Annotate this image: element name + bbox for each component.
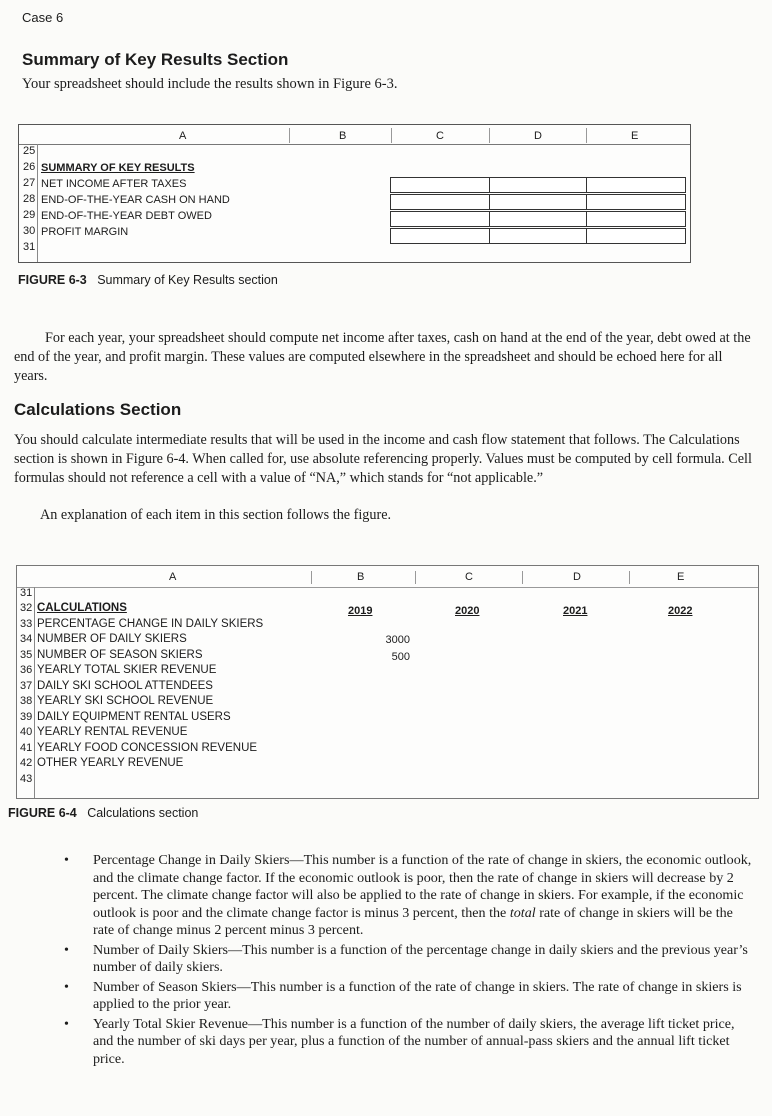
row-label: YEARLY TOTAL SKIER REVENUE bbox=[37, 664, 217, 676]
column-header-a: A bbox=[169, 571, 177, 583]
row-number: 33 bbox=[20, 618, 33, 630]
column-header-a: A bbox=[179, 130, 187, 142]
figure-6-3-caption-label: FIGURE 6-3 bbox=[18, 273, 87, 287]
calculations-intro: You should calculate intermediate results that will be used in the income and cash flow statement that follows. The Calculations section is shown in Figure 6-4. When called for, use absolute referencing properly. Values must be computed by cell formula. Cell formulas should not reference a cell with a value of “NA,” which stands for “not applicable.” bbox=[14, 432, 752, 486]
row-number: 37 bbox=[20, 680, 33, 692]
figure-6-3-spreadsheet bbox=[18, 124, 691, 263]
row-label: DAILY SKI SCHOOL ATTENDEES bbox=[37, 680, 213, 692]
year-header-2019: 2019 bbox=[348, 605, 373, 617]
bullet-icon: • bbox=[64, 852, 69, 868]
result-cell[interactable] bbox=[489, 194, 587, 210]
bullet-text: Number of Daily Skiers—This number is a function of the percentage change in daily skiers and the previous year’s number of daily skiers. bbox=[93, 941, 748, 975]
row-label: YEARLY SKI SCHOOL REVENUE bbox=[37, 695, 214, 707]
column-header-d: D bbox=[534, 130, 542, 142]
row-number: 43 bbox=[20, 773, 33, 785]
result-cell[interactable] bbox=[586, 211, 686, 227]
row-number: 34 bbox=[20, 633, 33, 645]
season-skiers-2019-value: 500 bbox=[391, 651, 410, 663]
row-number: 39 bbox=[20, 711, 33, 723]
row-label: END-OF-THE-YEAR DEBT OWED bbox=[41, 210, 212, 222]
result-cell[interactable] bbox=[390, 194, 490, 210]
row-number: 35 bbox=[20, 649, 33, 661]
row-number: 26 bbox=[23, 161, 36, 173]
row-label: NUMBER OF SEASON SKIERS bbox=[37, 649, 203, 661]
row-number: 42 bbox=[20, 757, 33, 769]
bullet-icon: • bbox=[64, 978, 69, 995]
year-header-2022: 2022 bbox=[668, 605, 693, 617]
column-header-d: D bbox=[573, 571, 581, 583]
row-number: 40 bbox=[20, 726, 33, 738]
calculations-intro-2: An explanation of each item in this section follows the figure. bbox=[40, 507, 392, 523]
item-explanations bbox=[64, 852, 756, 1070]
bullet-text: Yearly Total Skier Revenue—This number is a function of the number of daily skiers, the average lift ticket price, and the number of ski days per year, plus a function of the number of annual-pass skiers and the annual lift ticket price. bbox=[93, 1015, 735, 1067]
column-header-c: C bbox=[465, 571, 473, 583]
result-cell[interactable] bbox=[489, 228, 587, 244]
row-label: OTHER YEARLY REVENUE bbox=[37, 757, 184, 769]
bullet-icon: • bbox=[64, 941, 69, 958]
list-item bbox=[64, 1016, 756, 1069]
result-cell[interactable] bbox=[586, 194, 686, 210]
figure-6-4-caption bbox=[8, 806, 198, 820]
bullet-text: rate of change in skiers will be the rate of change minus 2 percent minus 3 percent. bbox=[93, 904, 733, 938]
summary-heading: Summary of Key Results Section bbox=[22, 50, 289, 69]
row-label: YEARLY RENTAL REVENUE bbox=[37, 726, 188, 738]
row-label: DAILY EQUIPMENT RENTAL USERS bbox=[37, 711, 231, 723]
column-header-e: E bbox=[631, 130, 639, 142]
summary-of-key-results-label: SUMMARY OF KEY RESULTS bbox=[41, 162, 195, 174]
list-item bbox=[64, 852, 756, 940]
result-cell[interactable] bbox=[489, 177, 587, 193]
figure-6-3-caption-text: Summary of Key Results section bbox=[97, 273, 278, 287]
column-header-b: B bbox=[339, 130, 347, 142]
row-number: 30 bbox=[23, 225, 36, 237]
paragraph-echo-results: For each year, your spreadsheet should compute net income after taxes, cash on hand at the end of the year, debt owed at the end of the year, and profit margin. These values are computed elsewhere in the spreadsheet and should be echoed here for all years. bbox=[14, 330, 751, 384]
result-cell[interactable] bbox=[586, 177, 686, 193]
column-header-b: B bbox=[357, 571, 365, 583]
row-number: 25 bbox=[23, 145, 36, 157]
list-item bbox=[64, 979, 756, 1014]
daily-skiers-2019-value: 3000 bbox=[385, 634, 410, 646]
row-number: 32 bbox=[20, 602, 33, 614]
case-label: Case 6 bbox=[22, 10, 64, 25]
row-number: 29 bbox=[23, 209, 36, 221]
calculations-label: CALCULATIONS bbox=[37, 602, 127, 614]
summary-intro: Your spreadsheet should include the results shown in Figure 6-3. bbox=[22, 76, 398, 92]
row-number: 27 bbox=[23, 177, 36, 189]
row-number: 36 bbox=[20, 664, 33, 676]
column-header-c: C bbox=[436, 130, 444, 142]
row-number: 31 bbox=[20, 587, 33, 599]
row-number: 28 bbox=[23, 193, 36, 205]
bullet-text: Percentage Change in Daily Skiers—This number is a function of the rate of change in skiers, the economic outlook, and the climate change factor. If the economic outlook is poor, then the rate of change in skiers will decrease by 2 percent. The climate change factor will also be applied to the rate of change in skiers. For example, if the economic outlook is poor and the climate change factor is minus 3 percent, then the bbox=[93, 852, 752, 921]
row-label: END-OF-THE-YEAR CASH ON HAND bbox=[41, 194, 230, 206]
result-cell[interactable] bbox=[390, 211, 490, 227]
row-label: NET INCOME AFTER TAXES bbox=[41, 178, 187, 190]
row-label: PROFIT MARGIN bbox=[41, 226, 129, 238]
row-number: 38 bbox=[20, 695, 33, 707]
column-header-e: E bbox=[677, 571, 685, 583]
figure-6-3-caption bbox=[18, 273, 278, 287]
result-cell[interactable] bbox=[390, 177, 490, 193]
result-cell[interactable] bbox=[586, 228, 686, 244]
bullet-icon: • bbox=[64, 1015, 69, 1032]
figure-6-4-spreadsheet bbox=[16, 565, 759, 799]
calculations-heading: Calculations Section bbox=[14, 400, 182, 419]
row-label: YEARLY FOOD CONCESSION REVENUE bbox=[37, 742, 258, 754]
figure-6-4-caption-label: FIGURE 6-4 bbox=[8, 806, 77, 820]
bullet-text: Number of Season Skiers—This number is a function of the rate of change in skiers. The rate of change in skiers is applied to the prior year. bbox=[93, 978, 742, 1012]
row-number: 41 bbox=[20, 742, 33, 754]
year-header-2020: 2020 bbox=[455, 605, 480, 617]
result-cell[interactable] bbox=[489, 211, 587, 227]
year-header-2021: 2021 bbox=[563, 605, 588, 617]
bullet-emphasis: total bbox=[509, 904, 536, 921]
result-cell[interactable] bbox=[390, 228, 490, 244]
row-number: 31 bbox=[23, 241, 36, 253]
row-label: NUMBER OF DAILY SKIERS bbox=[37, 633, 187, 645]
list-item bbox=[64, 942, 756, 977]
figure-6-4-caption-text: Calculations section bbox=[87, 806, 199, 820]
row-label: PERCENTAGE CHANGE IN DAILY SKIERS bbox=[37, 618, 264, 630]
